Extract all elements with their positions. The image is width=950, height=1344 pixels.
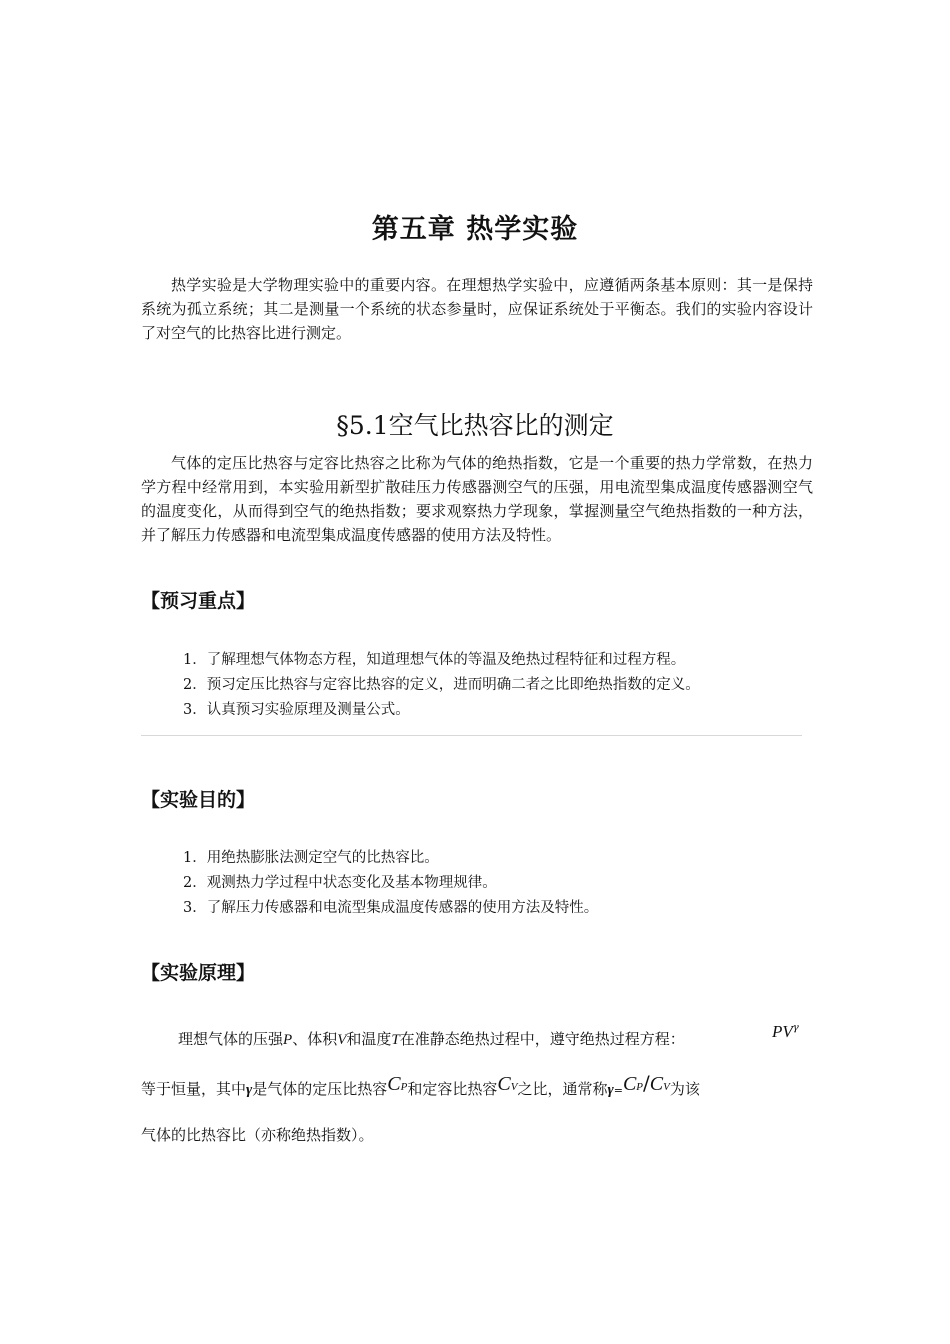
symbol-c: C xyxy=(649,1073,664,1095)
symbol-t: T xyxy=(391,1032,400,1048)
symbol-c: C xyxy=(497,1073,511,1095)
text-run: 和定容比热容 xyxy=(407,1080,498,1098)
purpose-list xyxy=(183,846,598,921)
section-intro: 气体的定压比热容与定容比热容之比称为气体的绝热指数，它是一个重要的热力学常数，在热力学方程中经常用到，本实验用新型扩散硅压力传感器测空气的压强，用电流型集成温度传感器测空气的温度变化，从而得到空气的绝热指数；要求观察热力学现象，掌握测量空气绝热指数的一种方法，并了解压力传感器和电流型集成温度传感器的使用方法及特性。 xyxy=(141,454,813,544)
text-run: 是气体的定压比热容 xyxy=(252,1080,388,1098)
symbol-gamma: γ xyxy=(607,1082,614,1098)
text-run: 、体积 xyxy=(292,1030,338,1048)
text-run: 在准静态绝热过程中，遵守绝热过程方程： xyxy=(399,1030,685,1048)
formula-exponent: γ xyxy=(792,1022,799,1034)
symbol-gamma: γ xyxy=(246,1082,253,1098)
symbol-v: V xyxy=(337,1032,347,1048)
adiabatic-formula xyxy=(772,1022,799,1042)
chapter-intro: 热学实验是大学物理实验中的重要内容。在理想热学实验中，应遵循两条基本原则：其一是保持系统为孤立系统；其二是测量一个系统的状态参量时，应保证系统处于平衡态。我们的实验内容设计了对空气的比热容比进行测定。 xyxy=(141,276,813,342)
text-run: 理想气体的压强 xyxy=(178,1030,284,1048)
preview-heading: 【预习重点】 xyxy=(141,590,256,612)
text-run: 等于恒量，其中 xyxy=(141,1080,247,1098)
preview-list xyxy=(183,648,700,723)
list-item: 3．了解压力传感器和电流型集成温度传感器的使用方法及特性。 xyxy=(183,900,599,916)
list-item: 1．用绝热膨胀法测定空气的比热容比。 xyxy=(183,850,439,866)
symbol-c: C xyxy=(622,1073,637,1095)
section-title: §5.1空气比热容比的测定 xyxy=(336,411,614,440)
text-run: 和温度 xyxy=(346,1030,392,1048)
equals-sign: = xyxy=(613,1084,623,1097)
fraction-slash: / xyxy=(643,1071,650,1095)
principle-line-2 xyxy=(141,1071,700,1100)
formula-base: PV xyxy=(772,1022,793,1041)
text-run: 为该 xyxy=(669,1080,700,1098)
subscript-v: V xyxy=(663,1081,670,1093)
subscript-p: P xyxy=(636,1081,644,1093)
chapter-title: 第五章 热学实验 xyxy=(371,214,579,245)
symbol-p: P xyxy=(283,1032,293,1048)
list-item: 1．了解理想气体物态方程，知道理想气体的等温及绝热过程特征和过程方程。 xyxy=(183,652,686,668)
text-run: 之比，通常称 xyxy=(517,1080,608,1098)
divider xyxy=(141,735,802,736)
subscript-p: P xyxy=(400,1081,408,1093)
symbol-c: C xyxy=(387,1073,401,1095)
list-item: 3．认真预习实验原理及测量公式。 xyxy=(183,702,410,718)
principle-line-3: 气体的比热容比（亦称绝热指数）。 xyxy=(141,1126,374,1144)
principle-line-1 xyxy=(178,1028,685,1049)
list-item: 2．预习定压比热容与定容比热容的定义，进而明确二者之比即绝热指数的定义。 xyxy=(183,677,700,693)
subscript-v: V xyxy=(510,1081,518,1093)
purpose-heading: 【实验目的】 xyxy=(141,789,256,811)
principle-heading: 【实验原理】 xyxy=(141,962,256,984)
list-item: 2．观测热力学过程中状态变化及基本物理规律。 xyxy=(183,875,497,891)
